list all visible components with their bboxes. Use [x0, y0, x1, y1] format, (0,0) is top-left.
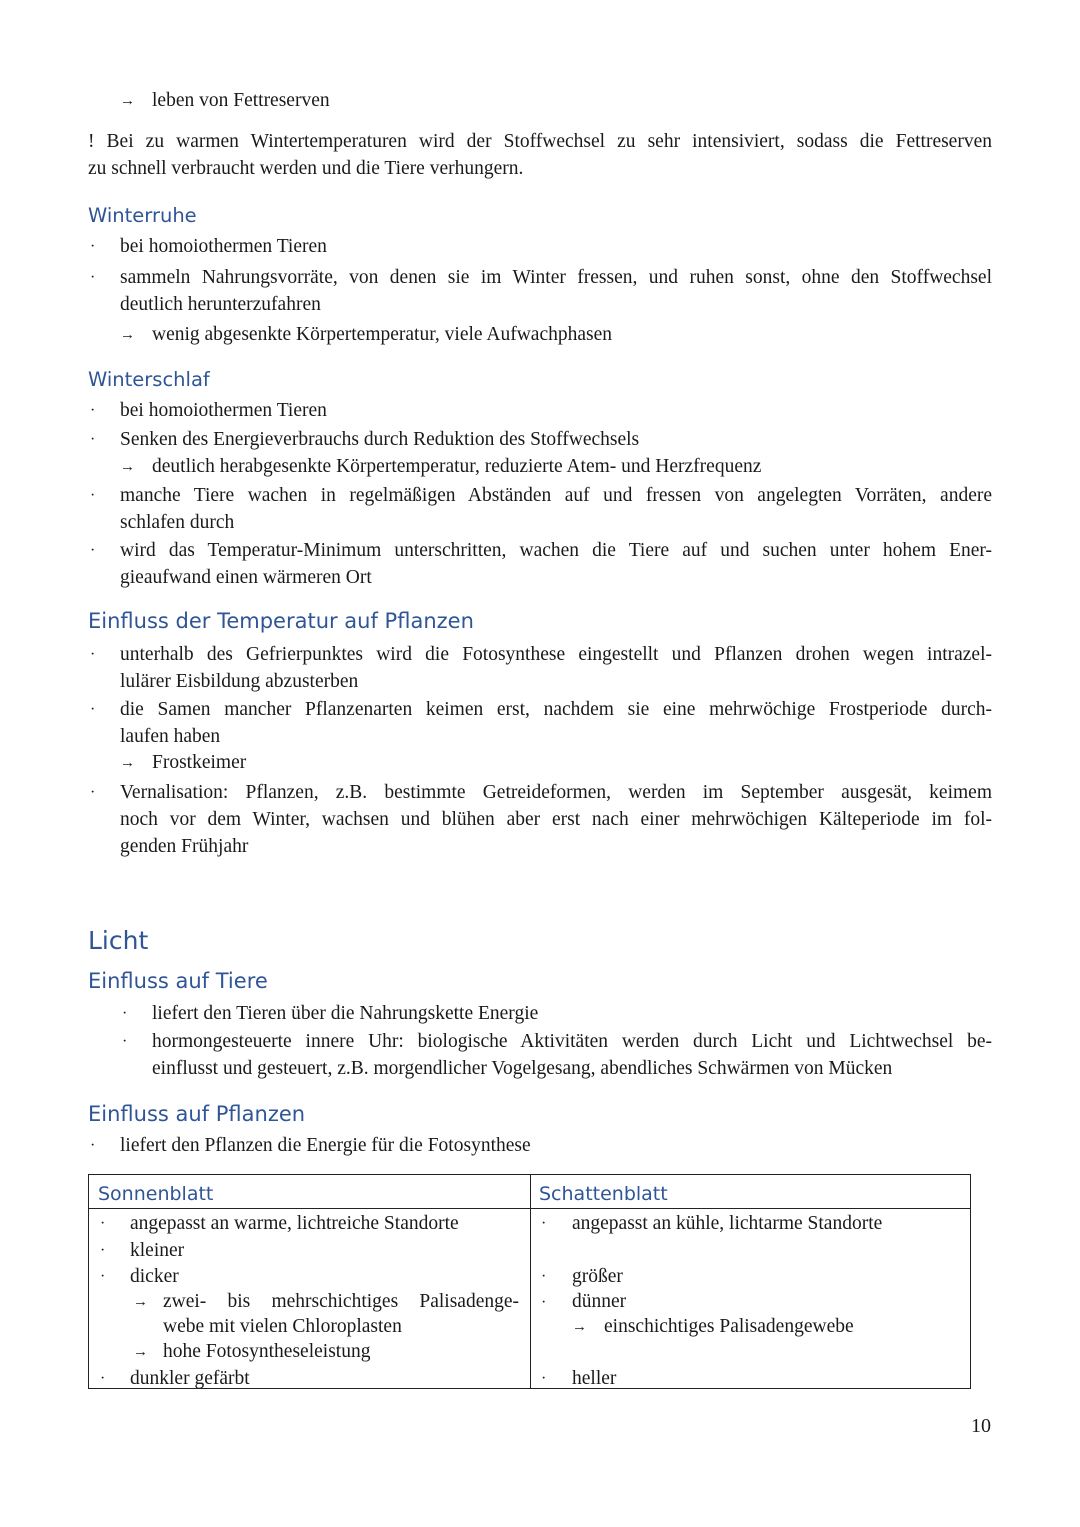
- heading-licht: Licht: [88, 926, 149, 955]
- bullet-icon: ·: [100, 1268, 106, 1285]
- licht-tiere-bullet-1: liefert den Tieren über die Nahrungskette Energie: [152, 1003, 539, 1024]
- bullet-icon: ·: [541, 1268, 547, 1285]
- temp-pflanzen-bullet-1-line-2: lulärer Eisbildung abzusterben: [120, 671, 359, 692]
- sonnenblatt-item-2: kleiner: [130, 1240, 185, 1261]
- bullet-icon: ·: [90, 238, 96, 255]
- schattenblatt-arrow-1: einschichtiges Palisadengewebe: [604, 1316, 854, 1337]
- sonnenblatt-item-4: dunkler gefärbt: [130, 1368, 250, 1389]
- arrow-icon: →: [120, 327, 135, 343]
- arrow-icon: →: [572, 1319, 587, 1335]
- heading-temperatur-pflanzen: Einfluss der Temperatur auf Pflanzen: [88, 609, 474, 633]
- winterruhe-bullet-2: [120, 264, 992, 318]
- arrow-icon: →: [120, 459, 135, 475]
- winterschlaf-bullet-3-line-1: manche Tiere wachen in regelmäßigen Abständen auf und fressen von angelegten Vorräten, andere: [120, 485, 992, 506]
- winterruhe-bullet-1: bei homoiothermen Tieren: [120, 236, 327, 257]
- winterschlaf-bullet-1: bei homoiothermen Tieren: [120, 400, 327, 421]
- winterschlaf-bullet-4-line-1: wird das Temperatur-Minimum unterschritten, wachen die Tiere auf und suchen unter hohem Ener-: [120, 540, 992, 561]
- sonnenblatt-arrow-1-line-1: zwei- bis mehrschichtiges Palisadenge-: [163, 1291, 519, 1312]
- bullet-icon: ·: [541, 1370, 547, 1387]
- winterschlaf-bullet-2: Senken des Energieverbrauchs durch Reduktion des Stoffwechsels: [120, 429, 640, 450]
- bullet-icon: ·: [90, 431, 96, 448]
- heading-einfluss-pflanzen: Einfluss auf Pflanzen: [88, 1102, 306, 1126]
- temp-pflanzen-bullet-1: [120, 641, 992, 695]
- winterschlaf-bullet-4: [120, 537, 992, 591]
- temp-pflanzen-bullet-2-line-1: die Samen mancher Pflanzenarten keimen erst, nachdem sie eine mehrwöchige Frostperiode durch-: [120, 699, 992, 720]
- licht-tiere-bullet-2-line-2: einflusst und gesteuert, z.B. morgendlicher Vogelgesang, abendliches Schwärmen von Mücken: [152, 1058, 893, 1079]
- schattenblatt-item-1: angepasst an kühle, lichtarme Standorte: [572, 1213, 883, 1234]
- licht-tiere-bullet-2-line-1: hormongesteuerte innere Uhr: biologische Aktivitäten werden durch Licht und Lichtwechsel be-: [152, 1031, 992, 1052]
- winterschlaf-bullet-3: [120, 482, 992, 536]
- bullet-icon: ·: [90, 542, 96, 559]
- warning-paragraph: [88, 128, 992, 182]
- heading-winterschlaf: Winterschlaf: [88, 368, 210, 391]
- intro-arrow-text: leben von Fettreserven: [152, 90, 330, 111]
- arrow-icon: →: [133, 1344, 148, 1360]
- heading-einfluss-tiere: Einfluss auf Tiere: [88, 969, 268, 993]
- bullet-icon: ·: [90, 646, 96, 663]
- bullet-icon: ·: [90, 269, 96, 286]
- arrow-icon: →: [133, 1294, 148, 1310]
- table-header-sonnenblatt: Sonnenblatt: [98, 1183, 214, 1205]
- temp-pflanzen-bullet-3: [120, 779, 992, 860]
- temp-pflanzen-bullet-3-line-3: genden Frühjahr: [120, 836, 249, 857]
- comparison-table: [88, 1174, 971, 1389]
- schattenblatt-item-3: dünner: [572, 1291, 627, 1312]
- bullet-icon: ·: [90, 402, 96, 419]
- schattenblatt-item-4: heller: [572, 1368, 617, 1389]
- bullet-icon: ·: [122, 1033, 128, 1050]
- winterschlaf-bullet-4-line-2: gieaufwand einen wärmeren Ort: [120, 567, 372, 588]
- warning-line-2: zu schnell verbraucht werden und die Tiere verhungern.: [88, 158, 524, 179]
- heading-winterruhe: Winterruhe: [88, 204, 197, 227]
- winterschlaf-bullet-3-line-2: schlafen durch: [120, 512, 235, 533]
- licht-tiere-bullet-2: [152, 1028, 992, 1082]
- arrow-icon: →: [120, 755, 135, 771]
- bullet-icon: ·: [90, 1137, 96, 1154]
- temp-pflanzen-arrow: Frostkeimer: [152, 752, 247, 773]
- bullet-icon: ·: [100, 1370, 106, 1387]
- winterschlaf-arrow: deutlich herabgesenkte Körpertemperatur, reduzierte Atem- und Herzfrequenz: [152, 456, 762, 477]
- bullet-icon: ·: [541, 1294, 547, 1311]
- bullet-icon: ·: [90, 784, 96, 801]
- sonnenblatt-item-1: angepasst an warme, lichtreiche Standorte: [130, 1213, 459, 1234]
- sonnenblatt-arrow-1-line-2: webe mit vielen Chloroplasten: [163, 1316, 402, 1337]
- winterruhe-bullet-2-line-1: sammeln Nahrungsvorräte, von denen sie im Winter fressen, und ruhen sonst, ohne den Stoffwechsel: [120, 267, 992, 288]
- temp-pflanzen-bullet-3-line-1: Vernalisation: Pflanzen, z.B. bestimmte Getreideformen, werden im September ausgesät, keimem: [120, 782, 992, 803]
- bullet-icon: ·: [90, 701, 96, 718]
- bullet-icon: ·: [90, 487, 96, 504]
- bullet-icon: ·: [122, 1005, 128, 1022]
- table-header-schattenblatt: Schattenblatt: [539, 1183, 668, 1205]
- winterruhe-bullet-2-line-2: deutlich herunterzufahren: [120, 294, 321, 315]
- bullet-icon: ·: [541, 1215, 547, 1232]
- temp-pflanzen-bullet-1-line-1: unterhalb des Gefrierpunktes wird die Fotosynthese eingestellt und Pflanzen drohen wegen intrazel-: [120, 644, 992, 665]
- temp-pflanzen-bullet-2-line-2: laufen haben: [120, 726, 221, 747]
- temp-pflanzen-bullet-2: [120, 696, 992, 750]
- arrow-icon: →: [120, 93, 135, 109]
- sonnenblatt-arrow-1: [163, 1288, 519, 1315]
- winterruhe-arrow: wenig abgesenkte Körpertemperatur, viele Aufwachphasen: [152, 324, 612, 345]
- table-column-divider: [530, 1175, 531, 1388]
- schattenblatt-item-2: größer: [572, 1266, 623, 1287]
- table-header-divider: [89, 1208, 970, 1209]
- sonnenblatt-arrow-2: hohe Fotosyntheseleistung: [163, 1341, 371, 1362]
- sonnenblatt-item-3: dicker: [130, 1266, 179, 1287]
- page-number: 10: [971, 1415, 991, 1437]
- warning-line-1: ! Bei zu warmen Wintertemperaturen wird der Stoffwechsel zu sehr intensiviert, sodass die Fettreserven: [88, 131, 992, 152]
- licht-pflanzen-bullet-1: liefert den Pflanzen die Energie für die Fotosynthese: [120, 1135, 531, 1156]
- bullet-icon: ·: [100, 1215, 106, 1232]
- temp-pflanzen-bullet-3-line-2: noch vor dem Winter, wachsen und blühen aber erst nach einer mehrwöchigen Kälteperiode im fol-: [120, 809, 992, 830]
- bullet-icon: ·: [100, 1242, 106, 1259]
